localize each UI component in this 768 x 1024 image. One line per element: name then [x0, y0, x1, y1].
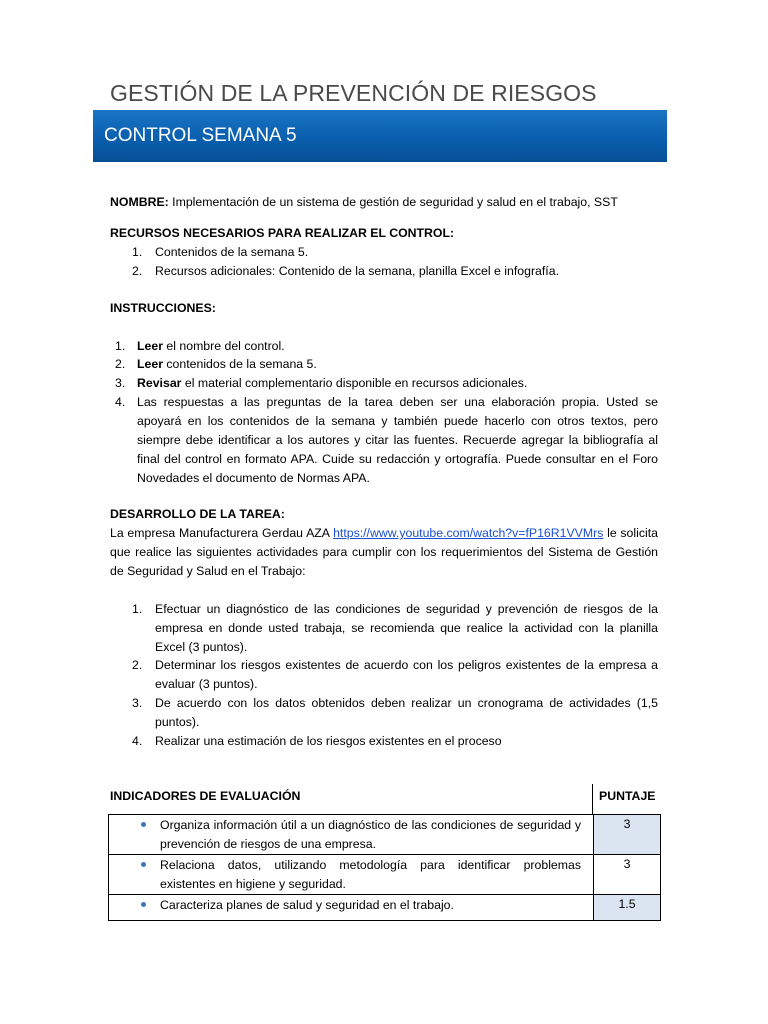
- intro-text-after: le solicita que realice las siguientes actividades para cumplir con los requerimientos del Sistema de Gestión de Seguridad y Salud en el Trabajo:: [110, 526, 659, 578]
- puntaje-heading: PUNTAJE: [599, 789, 656, 803]
- indicadores-table: [108, 814, 661, 921]
- indicator-text: Caracteriza planes de salud y seguridad en el trabajo.: [160, 898, 454, 912]
- nombre-value: Implementación de un sistema de gestión de seguridad y salud en el trabajo, SST: [168, 195, 618, 209]
- instruccion-item-2-bold: Leer: [137, 357, 163, 371]
- indicator-text: Organiza información útil a un diagnóstico de las condiciones de seguridad y prevención de riesgos de una empresa.: [160, 818, 581, 851]
- indicadores-heading: INDICADORES DE EVALUACIÓN: [110, 789, 301, 803]
- tarea-number-2: 2.: [132, 658, 143, 672]
- nombre-label: NOMBRE:: [110, 195, 169, 209]
- column-divider: [592, 784, 593, 814]
- recursos-heading: RECURSOS NECESARIOS PARA REALIZAR EL CONTROL:: [110, 226, 455, 240]
- instruccion-item-4: Las respuestas a las preguntas de la tarea deben ser una elaboración propia. Usted se apoyará en los contenidos de la semana y también puede hacerlo con otros textos, pero siempre debe identificar a los autores y citar las fuentes. Recuerde agregar la bibliografía al final del control en formato APA. Cuide su redacción y ortografía. Puede consultar en el Foro Novedades el documento de Normas APA.: [137, 395, 658, 485]
- recursos-item-1: Contenidos de la semana 5.: [155, 245, 309, 259]
- banner-title: CONTROL SEMANA 5: [104, 125, 297, 146]
- instruccion-number-2: 2.: [115, 357, 126, 371]
- bullet-icon: [141, 822, 146, 827]
- instrucciones-heading: INSTRUCCIONES:: [110, 301, 216, 315]
- instruccion-item-3-text: el material complementario disponible en recursos adicionales.: [181, 376, 528, 390]
- recursos-number-2: 2.: [132, 264, 143, 278]
- instruccion-item-1-text: el nombre del control.: [162, 339, 285, 353]
- nombre-line: [110, 193, 618, 212]
- indicator-cell: [109, 815, 594, 855]
- tarea-number-1: 1.: [132, 602, 143, 616]
- document-title: GESTIÓN DE LA PREVENCIÓN DE RIESGOS: [110, 80, 597, 106]
- instruccion-item-1: [137, 337, 285, 356]
- tarea-item-3: De acuerdo con los datos obtenidos deben realizar un cronograma de actividades (1,5 puntos).: [155, 696, 658, 729]
- instruccion-number-1: 1.: [115, 339, 126, 353]
- bullet-icon: [141, 902, 146, 907]
- tarea-number-4: 4.: [132, 734, 143, 748]
- desarrollo-heading: DESARROLLO DE LA TAREA:: [110, 507, 285, 521]
- instruccion-number-4: 4.: [115, 395, 126, 409]
- instruccion-item-3: [137, 374, 527, 393]
- intro-text-before: La empresa Manufacturera Gerdau AZA: [110, 526, 334, 540]
- score-cell: 3: [594, 855, 661, 895]
- bullet-icon: [141, 862, 146, 867]
- recursos-number-1: 1.: [132, 245, 143, 259]
- table-row: [109, 895, 661, 921]
- table-row: [109, 815, 661, 855]
- instruccion-item-2: [137, 355, 317, 374]
- desarrollo-intro: [110, 524, 658, 581]
- tarea-item-4: Realizar una estimación de los riesgos existentes en el proceso: [155, 734, 502, 748]
- instruccion-number-3: 3.: [115, 376, 126, 390]
- tarea-item-2: Determinar los riesgos existentes de acuerdo con los peligros existentes de la empresa a evaluar (3 puntos).: [155, 658, 658, 691]
- instruccion-item-1-bold: Leer: [137, 339, 163, 353]
- recursos-item-2: Recursos adicionales: Contenido de la semana, planilla Excel e infografía.: [155, 264, 559, 278]
- table-row: [109, 855, 661, 895]
- score-cell: 1.5: [594, 895, 661, 921]
- youtube-link[interactable]: https://www.youtube.com/watch?v=fP16R1VVMrs: [333, 526, 604, 540]
- tarea-item-1: Efectuar un diagnóstico de las condiciones de seguridad y prevención de riesgos de la empresa en donde usted trabaja, se recomienda que realice la actividad con la planilla Excel (3 puntos).: [155, 602, 658, 654]
- instruccion-item-2-text: contenidos de la semana 5.: [162, 357, 317, 371]
- score-cell: 3: [594, 815, 661, 855]
- indicator-cell: [109, 895, 594, 921]
- tarea-number-3: 3.: [132, 696, 143, 710]
- indicator-cell: [109, 855, 594, 895]
- indicator-text: Relaciona datos, utilizando metodología para identificar problemas existentes en higiene y seguridad.: [160, 858, 581, 891]
- control-banner: [93, 110, 667, 162]
- instruccion-item-3-bold: Revisar: [137, 376, 182, 390]
